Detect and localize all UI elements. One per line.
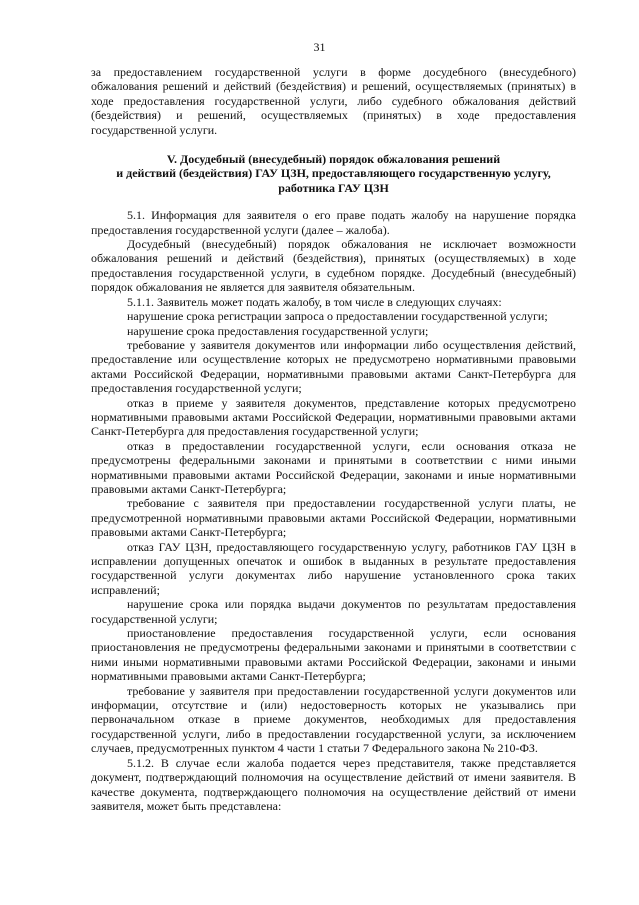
list-item: приостановление предоставления государственной услуги, если основания приостановления не предусмотрены федеральными законами и принятыми в соответствии с ними иными нормативными правовыми актами Российской Федерации, законами и иными нормативными правовыми актами Санкт-Петербурга;	[91, 626, 576, 684]
section-title-line: и действий (бездействия) ГАУ ЦЗН, предоставляющего государственную услугу,	[116, 166, 551, 181]
document-body	[91, 65, 576, 813]
page-number: 31	[313, 40, 326, 54]
list-item: отказ в предоставлении государственной услуги, если основания отказа не предусмотрены федеральными законами и принятыми в соответствии с ними иными нормативными правовыми актами Российской Федерации, законами и иные нормативными правовыми актами Санкт-Петербурга;	[91, 438, 576, 496]
list-item: требование с заявителя при предоставлении государственной услуги платы, не предусмотренной нормативными правовыми актами Российской Федерации, нормативными правовыми актами Санкт-Петербурга;	[91, 496, 576, 540]
intro-paragraph: за предоставлением государственной услуги в форме досудебного (внесудебного) обжалования решений и действий (бездействия) и решений, осуществляемых (принятых) в ходе предоставления государственной услуги, либо судебного обжалования действий (бездействия) и решений, осуществляемых (принятых) в ходе предоставления государственной услуги.	[91, 65, 576, 137]
paragraph: 5.1. Информация для заявителя о его праве подать жалобу на нарушение порядка предоставления государственной услуги (далее – жалоба).	[91, 208, 576, 237]
section-title-line: V. Досудебный (внесудебный) порядок обжалования решений	[166, 152, 501, 167]
paragraph: 5.1.1. Заявитель может подать жалобу, в том числе в следующих случаях:	[127, 294, 502, 309]
list-item: нарушение срока или порядка выдачи документов по результатам предоставления государственной услуги;	[91, 597, 576, 626]
list-item: отказ ГАУ ЦЗН, предоставляющего государственную услугу, работников ГАУ ЦЗН в исправлении допущенных опечаток и ошибок в выданных в результате предоставления государственной услуги документах либо нарушение установленного срока таких исправлений;	[91, 539, 576, 597]
paragraph: 5.1.2. В случае если жалоба подается через представителя, также представляется документ, подтверждающий полномочия на осуществление действий от имени заявителя. В качестве документа, подтверждающего полномочия на осуществление действий от имени заявителя, может быть представлена:	[91, 755, 576, 813]
list-item: нарушение срока предоставления государственной услуги;	[127, 323, 429, 338]
section-title-line: работника ГАУ ЦЗН	[278, 180, 389, 195]
list-item: отказ в приеме у заявителя документов, представление которых предусмотрено нормативными правовыми актами Российской Федерации, нормативными правовыми актами Санкт-Петербурга для предоставления государственной услуги;	[91, 395, 576, 439]
paragraph: Досудебный (внесудебный) порядок обжалования не исключает возможности обжалования решений и действий (бездействия), принятых (осуществляемых) в ходе предоставления государственной услуги, в судебном порядке. Досудебный (внесудебный) порядок обжалования не является для заявителя обязательным.	[91, 237, 576, 295]
list-item: требование у заявителя документов или информации либо осуществления действий, предоставление или осуществление которых не предусмотрено нормативными правовыми актами Российской Федерации, нормативными правовыми актами Санкт-Петербурга для предоставления государственной услуги;	[91, 337, 576, 396]
list-item: требование у заявителя при предоставлении государственной услуги документов или информации, отсутствие и (или) недостоверность которых не указывались при первоначальном отказе в приеме документов, необходимых для предоставления государственной услуги, либо в предоставлении государственной услуги, за исключением случаев, предусмотренных пунктом 4 части 1 статьи 7 Федерального закона № 210-ФЗ.	[91, 683, 576, 756]
list-item: нарушение срока регистрации запроса о предоставлении государственной услуги;	[127, 309, 548, 324]
section-title	[91, 152, 576, 195]
